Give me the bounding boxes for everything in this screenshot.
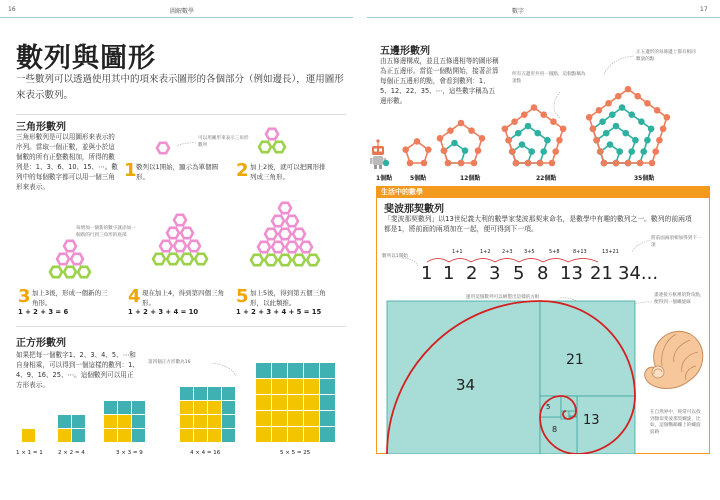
square-cell [194, 429, 207, 442]
step-4-text: 現在加上4，得到第四個三角形。 [142, 289, 225, 307]
pentagon-dot [462, 147, 469, 154]
pentagon-dot [625, 86, 632, 93]
square-cell [208, 401, 221, 414]
square-cell [272, 363, 287, 378]
square-cell [256, 427, 271, 442]
pentagon-dot [540, 148, 547, 155]
hexagon-circle [266, 129, 278, 139]
pentagon-dot [471, 160, 478, 167]
pentagon-dot [475, 147, 482, 154]
pentagon-dot [607, 141, 614, 148]
square-cell [222, 429, 235, 442]
pentagon-dot [599, 118, 606, 125]
pentagon-dot [654, 107, 661, 114]
fib-square-label: 21 [566, 352, 584, 368]
fib-term-5: 5 [513, 263, 525, 284]
triangle-figure-15 [251, 203, 319, 265]
square-figure-4 [180, 387, 235, 442]
pentagon-dot [660, 125, 667, 132]
square-cell [72, 429, 85, 442]
square-cell [320, 379, 335, 394]
pentagon-dot [447, 127, 454, 134]
pentagon-dot [511, 118, 518, 125]
note-connector [554, 92, 560, 118]
square-cell [272, 427, 287, 442]
pentagon-dot [632, 137, 639, 144]
right-section-title: 數字 [512, 8, 525, 15]
fib-term-4: 3 [489, 263, 501, 284]
triangle-figure-10 [153, 215, 207, 264]
square-cell [304, 363, 319, 378]
fibonacci-diagram [376, 240, 710, 454]
fib-sum-2: 1+2 [480, 249, 491, 255]
pentagon-dot [515, 130, 522, 137]
pentagon-label-35: 35個點 [634, 175, 655, 182]
fib-term-3: 2 [466, 263, 478, 284]
step-5-number: 5 [236, 286, 249, 307]
intro-text: 一些數列可以透過使用其中的項來表示圖形的各個部分（例如邊長），運用圖形來表示數列。 [16, 74, 344, 101]
square-heading: 正方形數列 [16, 338, 66, 349]
pentagon-dot [593, 137, 600, 144]
square-cell [222, 415, 235, 428]
fib-sum-1: 1+1 [452, 249, 463, 255]
pentagon-dot [648, 125, 655, 132]
pentagon-dot [531, 104, 538, 111]
pentagon-note-top: 正五邊形的每條邊上都有相同數量的點 [636, 50, 696, 62]
square-cell [58, 415, 71, 428]
pentagon-figure-1 [383, 160, 389, 166]
square-cell [288, 427, 303, 442]
square-cell [222, 387, 235, 400]
pentagon-dot [445, 160, 452, 167]
square-eq-2: 2 × 2 = 4 [58, 450, 85, 456]
square-figure-2 [58, 415, 85, 442]
note-connector [632, 240, 650, 252]
square-cell [272, 411, 287, 426]
left-header-rule [0, 17, 353, 18]
fib-sum-6: 8+13 [573, 249, 587, 255]
fib-term-1: 1 [421, 263, 433, 284]
fib-note-squares: 運用這個數列可以繪製出這樣的方框 [466, 295, 540, 300]
pentagon-dot [458, 160, 465, 167]
square-cell [180, 387, 193, 400]
square-cell [320, 395, 335, 410]
square-cell [256, 379, 271, 394]
square-cell [304, 379, 319, 394]
pentagon-dot [634, 93, 641, 100]
square-cell [288, 379, 303, 394]
hexagon-circle [259, 142, 271, 152]
pentagon-dot [628, 111, 635, 118]
step-3-text: 加上3後，形成一個新的三角形。 [32, 289, 108, 307]
pentagon-body: 由五條邊構成，並且五條邊相等的圖形稱為正五邊形。當從一個點開始，接著計算每個正五邊形的點，會看到數列：1、5、12、22、35、⋯，這些數字稱為五邊形數。 [380, 57, 499, 105]
square-figures [0, 355, 353, 465]
square-note: 第四個正方形數為16 [148, 360, 191, 365]
step-2-text: 加上2後，就可以把圓形排列成三角形。 [250, 163, 326, 181]
pentagon-dot [550, 118, 557, 125]
triangle-body: 三角形數列是可以用圖形來表示的序列。當取一個正數，並與小於這個數的所有正整數相加，所得的數列是：1、3、6、10、15、⋯。數列中的每個數字都可以用一個三角形來表示。 [16, 133, 118, 191]
square-figure-5 [256, 363, 335, 442]
square-cell [320, 411, 335, 426]
right-header-rule [367, 17, 720, 18]
fib-note-spiral: 畫連接方框裡的對角點，便得到一個螺旋線 [654, 293, 705, 305]
square-cell [118, 429, 131, 442]
square-cell [304, 395, 319, 410]
square-cell [222, 401, 235, 414]
fib-square-label: 8 [552, 425, 558, 434]
pentagon-label-1: 1個點 [376, 175, 393, 182]
square-cell [194, 387, 207, 400]
step-5-equation: 1 + 2 + 3 + 4 + 5 = 15 [236, 308, 322, 316]
pentagon-dot [609, 111, 616, 118]
square-eq-1: 1 × 1 = 1 [16, 450, 43, 456]
fib-note-nature: 在自然界中，經常可以找到類似斐波那契螺旋，比如，這個鸚鵡螺上的螺旋紋路 [650, 410, 701, 435]
hexagon-circle [157, 143, 169, 153]
page-title: 數列與圖形 [16, 43, 156, 74]
fib-term-7: 13 [560, 263, 583, 284]
square-cell [208, 429, 221, 442]
fib-sum-7: 13+21 [602, 249, 619, 255]
hexagon-circle [273, 142, 285, 152]
pentagon-dot [509, 148, 516, 155]
pentagon-dot [597, 148, 604, 155]
fib-square-label: 34 [456, 376, 476, 394]
pentagon-dot [616, 148, 623, 155]
pentagon-dot [414, 138, 421, 145]
step-3-number: 3 [18, 286, 31, 307]
square-cell [132, 429, 145, 442]
fib-note-start: 數列以1開始 [382, 254, 408, 259]
fib-sum-4: 3+5 [524, 249, 535, 255]
square-cell [194, 401, 207, 414]
pentagon-dot [601, 160, 608, 167]
pentagon-heading: 五邊形數列 [380, 46, 430, 57]
pentagon-dot [619, 104, 626, 111]
note-connector [212, 363, 236, 376]
pentagon-dot [549, 160, 556, 167]
pentagon-dot [628, 148, 635, 155]
pentagon-dot [544, 137, 551, 144]
fib-sum-3: 2+3 [502, 249, 513, 255]
triangle-heading: 三角形數列 [16, 122, 66, 133]
pentagon-dot [638, 118, 645, 125]
left-page-number: 16 [8, 6, 16, 13]
nautilus-shell-icon [645, 331, 703, 388]
fib-term-2: 1 [443, 263, 455, 284]
square-eq-5: 5 × 5 = 25 [280, 450, 311, 456]
pentagon-dot [603, 130, 610, 137]
square-cell [132, 401, 145, 414]
pentagon-dot [525, 123, 532, 130]
pentagon-dot [625, 160, 632, 167]
pentagon-dot [525, 160, 532, 167]
pentagon-figure-2 [402, 138, 431, 166]
pentagon-dot [596, 107, 603, 114]
fib-term-8: 21 [590, 263, 613, 284]
square-cell [180, 415, 193, 428]
step-5-text: 加上5後，得到第五個三角形，以此類推。 [250, 289, 326, 307]
math-in-life-band: 生活中的數學 [377, 187, 709, 198]
square-figure-1 [22, 429, 35, 442]
triangle-note-left: 每增加一個新的數字就添加一個新的行到三角形的底部 [76, 226, 136, 238]
square-cell [272, 395, 287, 410]
pentagon-dot [656, 137, 663, 144]
triangle-figure-6 [50, 241, 90, 277]
pentagon-dot [622, 130, 629, 137]
pentagon-dot [590, 125, 597, 132]
pentagon-dot [407, 160, 414, 167]
square-cell [304, 411, 319, 426]
pentagon-dot [468, 127, 475, 134]
pentagon-dot [437, 135, 444, 142]
square-cell [256, 411, 271, 426]
square-cell [320, 427, 335, 442]
square-eq-3: 3 × 3 = 9 [116, 450, 143, 456]
note-connector [402, 258, 418, 266]
square-cell [132, 415, 145, 428]
square-cell [256, 395, 271, 410]
square-cell [288, 363, 303, 378]
pentagon-dot [615, 93, 622, 100]
pentagon-dot [537, 160, 544, 167]
square-cell [288, 395, 303, 410]
sum-arcs [427, 259, 598, 263]
pentagon-dot [664, 114, 671, 121]
pentagon-dot [502, 125, 509, 132]
square-cell [288, 411, 303, 426]
pentagon-figure-4 [502, 104, 567, 166]
square-cell [304, 427, 319, 442]
step-1-number: 1 [124, 160, 137, 181]
pentagon-dot [552, 148, 559, 155]
square-cell [104, 429, 117, 442]
square-cell [194, 415, 207, 428]
pentagon-dot [458, 120, 465, 127]
pentagon-dot [640, 148, 647, 155]
note-connector [604, 56, 634, 74]
square-cell [104, 415, 117, 428]
pentagon-dot [586, 114, 593, 121]
fibonacci-body: 「斐波那契數列」以13世紀義大利的數學家斐波那契來命名，是數學中有趣的數列之一。數列的前兩項都是1，將前面的兩項加在一起，便可得到下一項。 [384, 215, 692, 233]
square-cell [72, 415, 85, 428]
pentagon-dot [637, 160, 644, 167]
fib-square [540, 301, 635, 396]
pentagon-dot [451, 140, 458, 147]
fib-term-6: 8 [537, 263, 549, 284]
fib-square-label: 13 [583, 413, 600, 428]
step-4-equation: 1 + 2 + 3 + 4 = 10 [128, 308, 199, 316]
pentagon-dot [528, 148, 535, 155]
square-cell [272, 379, 287, 394]
pentagon-dot [441, 147, 448, 154]
pentagon-dot [560, 125, 567, 132]
pentagon-dot [556, 137, 563, 144]
pentagon-figure-5 [586, 86, 670, 166]
pentagon-dot [519, 141, 526, 148]
square-cell [208, 387, 221, 400]
pentagon-label-5: 5個點 [410, 175, 427, 182]
pentagon-dot [479, 135, 486, 142]
pentagon-dot [540, 111, 547, 118]
square-body: 如果把每一個數字1、2、3、4、5、⋯和自身相乘，可以得到一個這樣的數列：1、4、9、16、25、⋯。這個數列可以用正方形表示。 [16, 351, 139, 389]
pentagon-dot [534, 130, 541, 137]
pentagon-figures [367, 40, 720, 185]
pentagon-dot [652, 148, 659, 155]
square-eq-4: 4 × 4 = 16 [190, 450, 221, 456]
square-cell [118, 401, 131, 414]
pentagon-label-22: 22個點 [536, 175, 557, 182]
pentagon-figure-3 [437, 120, 486, 167]
square-cell [22, 429, 35, 442]
left-section-title: 圖解數學 [170, 8, 195, 15]
pentagon-dot [383, 160, 389, 166]
square-cell [320, 363, 335, 378]
square-cell [180, 429, 193, 442]
pentagon-dot [513, 160, 520, 167]
square-cell [58, 429, 71, 442]
step-2-number: 2 [236, 160, 249, 181]
note-connector [176, 143, 196, 146]
step-3-equation: 1 + 2 + 3 = 6 [18, 308, 69, 316]
pentagon-dot [613, 123, 620, 130]
pentagon-dot [644, 100, 651, 107]
step-4-number: 4 [128, 286, 141, 307]
triangle-note-top: 可以用圖形來表示三角形數列 [198, 136, 249, 148]
fib-square-label: 5 [546, 403, 551, 411]
fibonacci-heading: 斐波那契數列 [384, 204, 444, 215]
square-cell [208, 415, 221, 428]
square-cell [104, 401, 117, 414]
triangle-figures [0, 115, 353, 310]
pentagon-label-12: 12個點 [460, 175, 481, 182]
pentagon-dot [402, 146, 409, 153]
square-cell [256, 363, 271, 378]
pentagon-dot [425, 146, 432, 153]
pentagon-dot [505, 137, 512, 144]
pentagon-dot [421, 160, 428, 167]
section-divider [16, 326, 346, 327]
square-figure-3 [104, 401, 145, 442]
pentagon-dot [521, 111, 528, 118]
step-1-text: 數列以1開始，顯示為單個圓形。 [136, 163, 219, 181]
fib-note-sum: 將前面兩項相加得到下一項 [651, 236, 702, 248]
pentagon-dot [644, 137, 651, 144]
pentagon-outline [505, 108, 563, 163]
pentagon-dot [649, 160, 656, 167]
pentagon-dot [613, 160, 620, 167]
pentagon-dot [605, 100, 612, 107]
square-cell [118, 415, 131, 428]
square-cell [180, 401, 193, 414]
fib-sum-5: 5+8 [549, 249, 560, 255]
pentagon-note-mid: 所有五邊形共用一個點，這個點稱為頂點 [512, 72, 586, 84]
right-page-number: 17 [700, 6, 708, 13]
fib-term-9: 34... [618, 263, 659, 284]
pentagon-outline [440, 123, 482, 163]
